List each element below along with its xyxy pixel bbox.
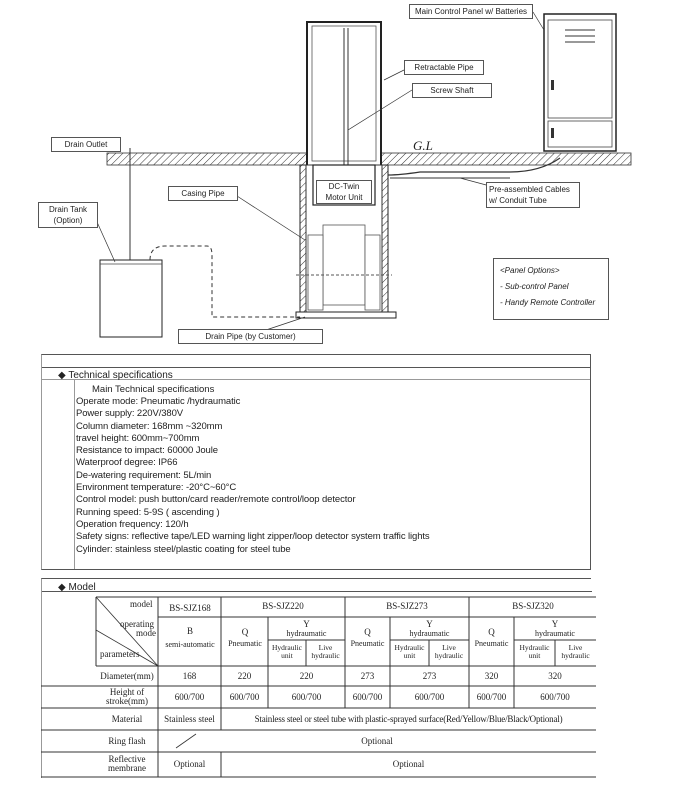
model-name: BS-SJZ273 [386, 601, 428, 611]
drain-tank-line1: Drain Tank [48, 205, 88, 214]
mode-live-hydraulic [555, 644, 596, 660]
spec-line: Waterproof degree: IP66 [76, 457, 178, 469]
live-line2: hydraulic [561, 651, 590, 660]
model-title: Model [68, 582, 96, 593]
panel-option-item: - Handy Remote Controller [500, 298, 596, 307]
stroke-label [96, 688, 158, 706]
reflective-label-line1: Reflective [108, 754, 146, 764]
mode-hydraulic-unit [390, 644, 429, 660]
technical-spec-title: Technical specifications [68, 370, 173, 381]
stroke-label-line1: Height of [109, 687, 145, 697]
mode-y: Y [303, 619, 310, 629]
material-b: Stainless steel [164, 714, 215, 724]
mode-hydraumatic: hydraumatic [535, 629, 575, 638]
spec-line: Control model: push button/card reader/remote control/loop detector [76, 494, 356, 506]
model-name: BS-SJZ168 [169, 603, 211, 613]
reflective-label-line2: membrane [108, 763, 146, 773]
corner-parameters: parameters [100, 649, 140, 659]
mode-y: Y [426, 619, 433, 629]
preassembled-line1: Pre-assembled Cables [489, 185, 570, 194]
mode-pneumatic: Pneumatic [228, 639, 262, 648]
hydraulic-line2: unit [281, 651, 293, 660]
stroke-value: 600/700 [174, 692, 205, 702]
spec-line: Resistance to impact: 60000 Joule [76, 445, 218, 457]
spec-line: De-watering requirement: 5L/min [76, 469, 212, 481]
diameter-value: 220 [299, 671, 314, 681]
mode-hydraumatic: hydraumatic [409, 629, 450, 638]
diameter-value: 273 [360, 671, 375, 681]
stroke-value: 600/700 [540, 692, 570, 702]
mode-pneumatic: Pneumatic [474, 639, 509, 648]
hydraulic-line1: Hydraulic [272, 643, 302, 652]
spec-line: Column diameter: 168mm ~320mm [76, 420, 223, 432]
mode-pneumatic: Pneumatic [350, 639, 385, 648]
spec-line: Environment temperature: -20°C~60°C [76, 482, 237, 494]
hydraulic-line1: Hydraulic [394, 643, 425, 652]
mode-q: Q [488, 627, 495, 637]
screw-shaft-label: Screw Shaft [412, 83, 492, 98]
diameter-value: 220 [237, 671, 252, 681]
diameter-value: 273 [422, 671, 437, 681]
panel-option-item: - Sub-control Panel [500, 282, 569, 291]
hydraulic-line2: unit [528, 651, 541, 660]
model-name: BS-SJZ320 [512, 601, 554, 611]
spec-line: Operate mode: Pneumatic /hydraumatic [76, 396, 241, 407]
spec-line: Safety signs: reflective tape/LED warning light zipper/loop detector system traffic lights [76, 531, 430, 543]
stroke-value: 600/700 [352, 692, 383, 702]
main-technical-subtitle: Main Technical specifications [92, 384, 215, 395]
diameter-label: Diameter(mm) [100, 671, 154, 681]
mode-hydraumatic: hydraumatic [286, 629, 327, 638]
preassembled-line2: w/ Conduit Tube [489, 196, 547, 205]
mode-semi: semi-automatic [165, 640, 215, 649]
diamond-bullet-icon: ◆ [58, 582, 66, 593]
panel-options-title: <Panel Options> [500, 266, 560, 275]
main-control-panel-label: Main Control Panel w/ Batteries [409, 4, 533, 19]
stroke-value: 600/700 [476, 692, 507, 702]
hydraulic-line2: unit [403, 651, 416, 660]
ring-flash-value: Optional [361, 736, 393, 746]
stroke-label-line2: stroke(mm) [106, 696, 148, 706]
motor-unit-line1: DC-Twin [328, 182, 360, 191]
mode-y: Y [551, 619, 559, 629]
corner-mode: mode [136, 628, 156, 638]
stroke-value: 600/700 [291, 692, 322, 702]
diameter-value: 320 [484, 671, 499, 681]
model-name: BS-SJZ220 [262, 601, 304, 611]
corner-model: model [130, 599, 153, 609]
drain-pipe-label: Drain Pipe (by Customer) [178, 329, 323, 344]
spec-line: travel height: 600mm~700mm [76, 432, 200, 444]
material-rest: Stainless steel or steel tube with plastic-sprayed surface(Red/Yellow/Blue/Black/Optional) [254, 714, 563, 724]
diameter-value: 168 [182, 671, 197, 681]
mode-hydraulic-unit [268, 644, 306, 660]
mode-q: Q [241, 627, 249, 637]
live-line1: Live [568, 643, 583, 652]
spec-line: Cylinder: stainless steel/plastic coating for steel tube [76, 543, 291, 555]
reflective-rest: Optional [392, 759, 425, 769]
spec-line: Operation frequency: 120/h [76, 518, 189, 530]
diamond-bullet-icon: ◆ [58, 370, 66, 381]
reflective-label [96, 755, 158, 773]
material-label: Material [111, 714, 143, 724]
drain-tank-line2: (Option) [53, 216, 83, 225]
live-line1: Live [442, 643, 456, 652]
spec-line: Running speed: 5-9S ( ascending ) [76, 506, 220, 518]
stroke-value: 600/700 [414, 692, 445, 702]
mode-live-hydraulic [429, 644, 469, 660]
mode-hydraulic-unit [514, 644, 555, 660]
mode-live-hydraulic [306, 644, 345, 660]
retractable-pipe-label: Retractable Pipe [404, 60, 484, 75]
stroke-value: 600/700 [229, 692, 260, 702]
ring-flash-label: Ring flash [108, 736, 146, 746]
motor-unit-line2: Motor Unit [325, 193, 363, 202]
ground-level-label: G.L [413, 138, 433, 153]
corner-operating: operating [120, 619, 154, 629]
mode-b: B [186, 626, 193, 636]
live-line2: hydraulic [434, 651, 464, 660]
live-line2: hydraulic [311, 651, 340, 660]
diameter-value: 320 [548, 671, 562, 681]
spec-line: Power supply: 220V/380V [76, 408, 184, 420]
drain-outlet-label: Drain Outlet [51, 137, 121, 152]
live-line1: Live [318, 643, 333, 652]
hydraulic-line1: Hydraulic [519, 643, 550, 652]
reflective-b: Optional [173, 759, 206, 769]
casing-pipe-label: Casing Pipe [168, 186, 238, 201]
mode-q: Q [364, 627, 371, 637]
